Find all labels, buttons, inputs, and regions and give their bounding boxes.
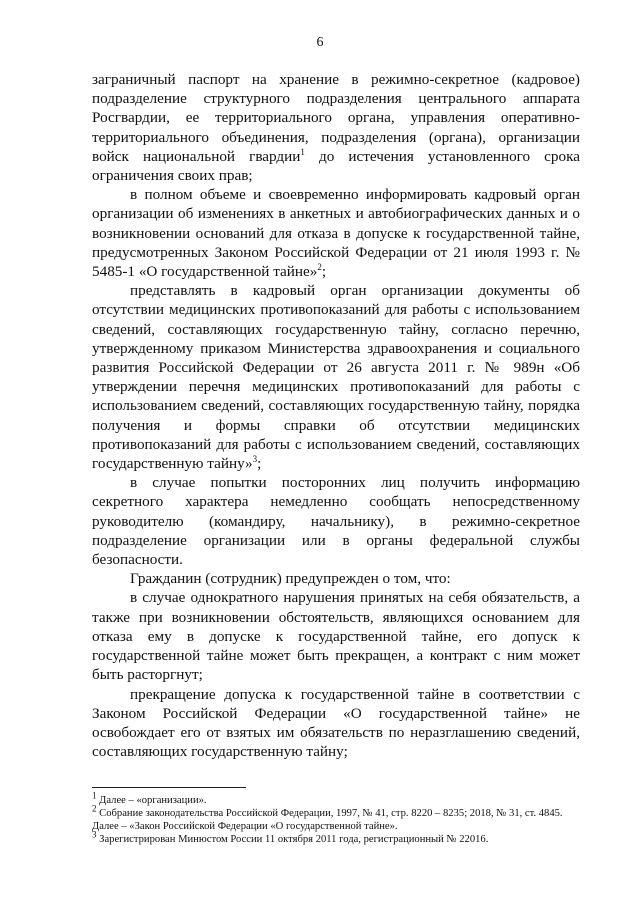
paragraph-text: в случае попытки посторонних лиц получить информацию секретного характера немедленно сообщать непосредственному руководителю (командиру, начальнику), в режимно-секретное подразделение организации или в органы федеральной службы безопасности.	[92, 474, 580, 569]
paragraph-text: Гражданин (сотрудник) предупрежден о том, что:	[130, 570, 451, 588]
paragraph-text: в случае однократного нарушения принятых на себя обязательств, а также при возникновении обстоятельств, являющихся основанием для отказа ему в допуске к государственной тайне, его допуск к государственной тайне может быть прекращен, а контракт с ним может быть расторгнут;	[92, 589, 580, 684]
page-number: 6	[316, 35, 324, 50]
footnote-marker: 1	[92, 790, 97, 801]
footnote-text: Зарегистрирован Минюстом России 11 октября 2011 года, регистрационный № 22016.	[96, 834, 489, 845]
footnote-2-continuation	[92, 820, 582, 833]
footnote-divider	[92, 787, 246, 788]
footnote-3	[92, 829, 582, 846]
footnotes	[92, 790, 582, 846]
paragraph-violation	[92, 588, 580, 684]
footnote-text: Далее – «организации».	[96, 795, 207, 806]
paragraph-inform	[92, 185, 580, 281]
paragraph-outsiders	[92, 473, 580, 569]
paragraph-text: ;	[257, 455, 262, 473]
paragraph-text: ;	[321, 263, 327, 281]
footnote-ref-3: 3	[252, 454, 258, 464]
footnote-1	[92, 790, 582, 807]
paragraph-termination	[92, 685, 580, 762]
body-text	[92, 70, 580, 761]
paragraph-text: до истечения установленного срока ограничения своих прав;	[92, 147, 580, 185]
paragraph-text: в полном объеме и своевременно информировать кадровый орган организации об изменениях в анкетных и автобиографических данных и о возникновении оснований для отказа в допуске к государственной тайне, предусмотренных Законом Российской Федерации от 21 июля 1993 г. № 5485-1 «О государственной тайне»	[92, 186, 580, 281]
footnote-text: Далее – «Закон Российской Федерации «О государственной тайне».	[92, 821, 398, 832]
footnote-marker: 2	[92, 803, 97, 814]
footnote-ref-2: 2	[317, 261, 322, 272]
paragraph-passport	[92, 70, 580, 185]
paragraph-text: прекращение допуска к государственной тайне в соответствии с Законом Российской Федерации «О государственной тайне» не освобождает его от взятых им обязательств по неразглашению сведений, составляющих государственную тайну;	[92, 685, 580, 761]
footnote-ref-1: 1	[300, 146, 305, 157]
paragraph-warned	[92, 569, 580, 588]
paragraph-text: представлять в кадровый орган организации документы об отсутствии медицинских противопоказаний для работы с использованием сведений, составляющих государственную тайну, согласно перечню, утвержденному приказом Министерства здравоохранения и социального развития Российской Федерации от 26 августа 2011 г. № 989н «Об утверждении перечня медицинских противопоказаний для работы с использованием сведений, составляющих государственную тайну, порядка получения и формы справки об отсутствии медицинских противопоказаний для работы с использованием сведений, составляющих государственную тайну»	[92, 282, 580, 473]
footnote-text: Собрание законодательства Российской Федерации, 1997, № 41, стр. 8220 – 8235; 2018, № 31, ст. 4845.	[96, 808, 563, 819]
footnote-marker: 3	[92, 829, 97, 840]
footnote-2	[92, 803, 582, 820]
paragraph-text: заграничный паспорт на хранение в режимно-секретное (кадровое) подразделение структурного подразделения центрального аппарата Росгвардии, ее территориального органа, управления оперативно-территориального объединения, подразделения (органа), организации войск национальной гвардии	[92, 71, 580, 165]
paragraph-medical	[92, 281, 580, 473]
